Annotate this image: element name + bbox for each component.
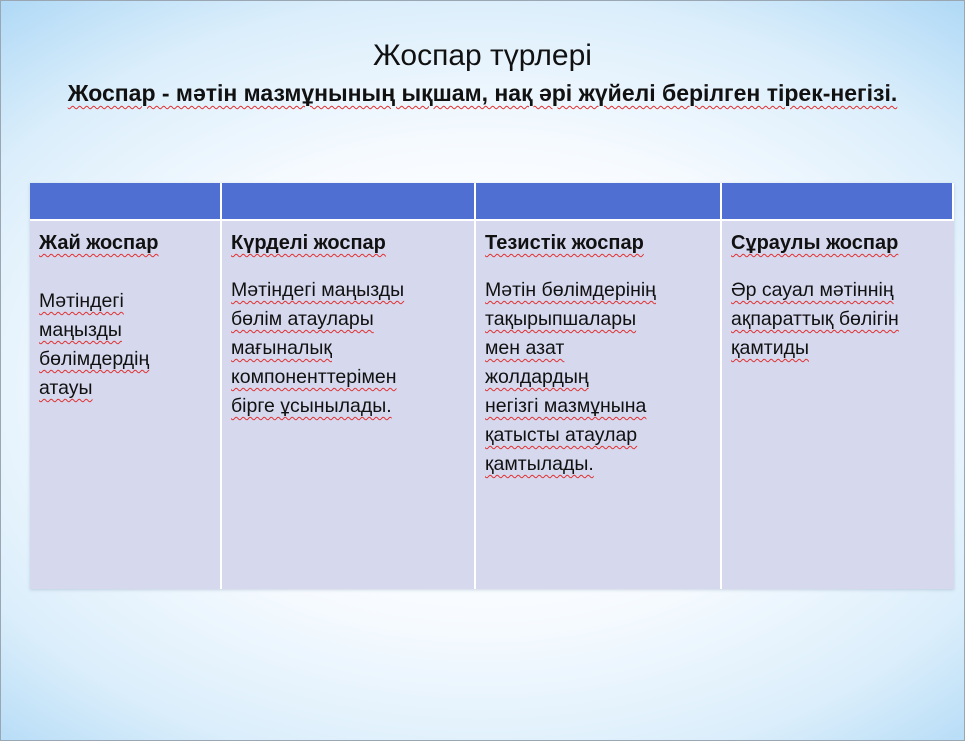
complex-plan-heading: Күрделі жоспар	[231, 232, 386, 254]
question-plan-heading: Сұраулы жоспар	[731, 232, 899, 254]
thesis-plan-description: Мәтін бөлімдерінің тақырыпшалары мен азат жолдардың негізгі мазмұнына қатысты атаулар қамтылады.	[485, 279, 656, 475]
table-header-cell	[222, 183, 476, 221]
thesis-plan-heading: Тезистік жоспар	[485, 232, 644, 254]
simple-plan-heading: Жай жоспар	[39, 232, 159, 254]
complex-plan-cell	[222, 221, 476, 589]
question-plan-cell	[722, 221, 954, 589]
thesis-plan-cell	[476, 221, 722, 589]
slide-title: Жоспар түрлері	[373, 39, 592, 72]
slide-subtitle: Жоспар - мәтін мазмұнының ықшам, нақ әрі жүйелі берілген тірек-негізі.	[67, 80, 898, 106]
table-header-cell	[722, 183, 954, 221]
table-header-cell	[30, 183, 222, 221]
complex-plan-description: Мәтіндегі маңызды бөлім атаулары мағыналық компоненттерімен бірге ұсынылады.	[231, 279, 405, 417]
question-plan-description: Әр сауал мәтіннің ақпараттық бөлігін қамтиды	[731, 279, 899, 359]
simple-plan-description: Мәтіндегі маңызды бөлімдердің атауы	[39, 290, 150, 399]
plan-types-table	[30, 183, 954, 589]
simple-plan-cell	[30, 221, 222, 589]
table-header-cell	[476, 183, 722, 221]
